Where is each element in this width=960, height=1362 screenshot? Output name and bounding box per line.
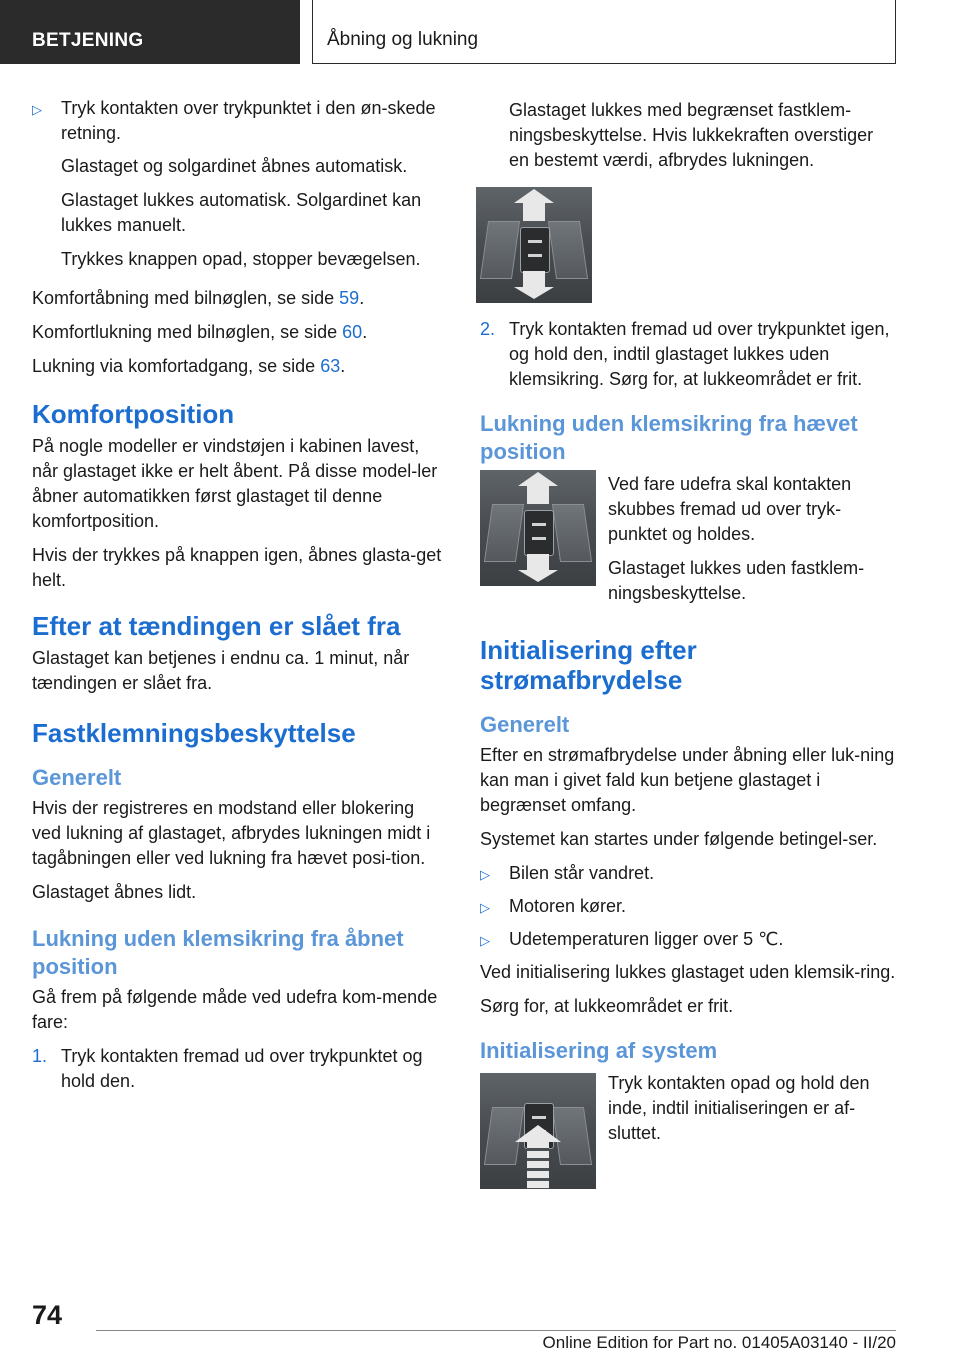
paragraph: Trykkes knappen opad, stopper bevægelsen.	[61, 249, 421, 269]
list-item: ▷ Udetemperaturen ligger over 5 ℃.	[480, 927, 896, 952]
list-item: ▷ Motoren kører.	[480, 894, 896, 919]
paragraph: Glastaget lukkes med begrænset fastklem-ningsbeskyttelse. Hvis lukkekraften overstiger en bestemt værdi, afbrydes lukningen.	[509, 100, 874, 170]
heading-efter-taendingen: Efter at tændingen er slået fra	[32, 611, 401, 641]
page-title: Åbning og lukning	[327, 29, 479, 50]
step-number: 1.	[32, 1046, 48, 1066]
page-link[interactable]: 60	[342, 322, 363, 342]
switch-icon	[524, 510, 554, 556]
heading-fastklemningsbeskyttelse: Fastklemningsbeskyttelse	[32, 718, 356, 748]
paragraph: Glastaget og solgardinet åbnes automatisk.	[61, 156, 408, 176]
paragraph: Glastaget lukkes uden fastklem-ningsbeskyttelse.	[608, 558, 865, 603]
header-section	[0, 0, 300, 64]
heading-initialisering: Initialisering efter strømafbrydelse	[480, 635, 697, 695]
left-column	[32, 96, 444, 1102]
page-reference: Komfortåbning med bilnøglen, se side 59.	[32, 288, 365, 308]
paragraph: Hvis der trykkes på knappen igen, åbnes glasta-get helt.	[32, 545, 442, 590]
subheading-lukning-aabnet: Lukning uden klemsikring fra åbnet position	[32, 926, 404, 979]
arrow-up-icon	[527, 484, 549, 504]
paragraph: Sørg for, at lukkeområdet er frit.	[480, 996, 734, 1016]
page-link[interactable]: 63	[320, 356, 341, 376]
figure-row	[480, 1069, 896, 1189]
arrow-up-icon	[527, 1141, 549, 1189]
bullet-triangle-icon: ▷	[480, 867, 490, 882]
paragraph: Hvis der registreres en modstand eller blokering ved lukning af glastaget, afbrydes lukningen midt i tagåbningen eller ved lukning fra hævet posi-tion.	[32, 798, 431, 868]
footer-divider	[96, 1330, 896, 1331]
right-column	[480, 98, 896, 1189]
step-number: 2.	[480, 319, 496, 339]
paragraph: Efter en strømafbrydelse under åbning eller luk-ning kan man i givet fald kun betjene glastaget i begrænset omfang.	[480, 745, 895, 815]
heading-komfortposition: Komfortposition	[32, 399, 235, 429]
list-item: ▷ Bilen står vandret.	[480, 861, 896, 886]
paragraph: Systemet kan startes under følgende betingel-ser.	[480, 829, 878, 849]
list-item: ▷ Tryk kontakten over trykpunktet i den øn-skede retning.	[32, 98, 436, 143]
footer-edition: Online Edition for Part no. 01405A03140 - II/20	[542, 1333, 896, 1352]
paragraph: Glastaget åbnes lidt.	[32, 882, 197, 902]
subheading-lukning-haevet: Lukning uden klemsikring fra hævet position	[480, 411, 858, 464]
paragraph: Glastaget kan betjenes i endnu ca. 1 minut, når tændingen er slået fra.	[32, 648, 410, 693]
paragraph: Gå frem på følgende måde ved udefra kom-mende fare:	[32, 987, 438, 1032]
paragraph: Ved initialisering lukkes glastaget uden klemsik-ring.	[480, 962, 896, 982]
subheading-initialisering-system: Initialisering af system	[480, 1038, 718, 1063]
paragraph: Ved fare udefra skal kontakten skubbes fremad ud over tryk-punktet og holdes.	[608, 474, 852, 544]
paragraph: På nogle modeller er vindstøjen i kabinen lavest, når glastaget ikke er helt åbent. På disse model-ler åbner automatikken først glastaget til denne komfortposition.	[32, 436, 438, 531]
page-reference: Komfortlukning med bilnøglen, se side 60.	[32, 322, 368, 342]
arrow-down-icon	[527, 554, 549, 570]
paragraph: Glastaget lukkes automatisk. Solgardinet kan lukkes manuelt.	[61, 190, 422, 235]
bullet-triangle-icon: ▷	[32, 102, 42, 117]
switch-icon	[520, 227, 550, 273]
arrow-down-icon	[523, 271, 545, 287]
header-title-box	[312, 0, 896, 64]
arrow-up-icon	[523, 201, 545, 221]
sunroof-switch-image	[480, 470, 596, 586]
sunroof-switch-image	[480, 1073, 596, 1189]
paragraph: Tryk kontakten opad og hold den inde, indtil initialiseringen er af-sluttet.	[608, 1073, 870, 1143]
page-number: 74	[32, 1300, 63, 1330]
sunroof-switch-image	[476, 187, 592, 303]
section-label: BETJENING	[32, 30, 144, 51]
page-link[interactable]: 59	[339, 288, 360, 308]
subheading-generelt: Generelt	[480, 712, 570, 737]
list-item: 1. Tryk kontakten fremad ud over trykpunktet og hold den.	[32, 1046, 423, 1091]
subheading-generelt: Generelt	[32, 765, 122, 790]
figure-row	[480, 470, 896, 615]
bullet-triangle-icon: ▷	[480, 900, 490, 915]
page-reference: Lukning via komfortadgang, se side 63.	[32, 356, 346, 376]
list-item: 2. Tryk kontakten fremad ud over trykpunktet igen, og hold den, indtil glastaget lukkes uden klemsikring. Sørg for, at lukkeområdet er frit.	[480, 319, 890, 389]
bullet-triangle-icon: ▷	[480, 933, 490, 948]
